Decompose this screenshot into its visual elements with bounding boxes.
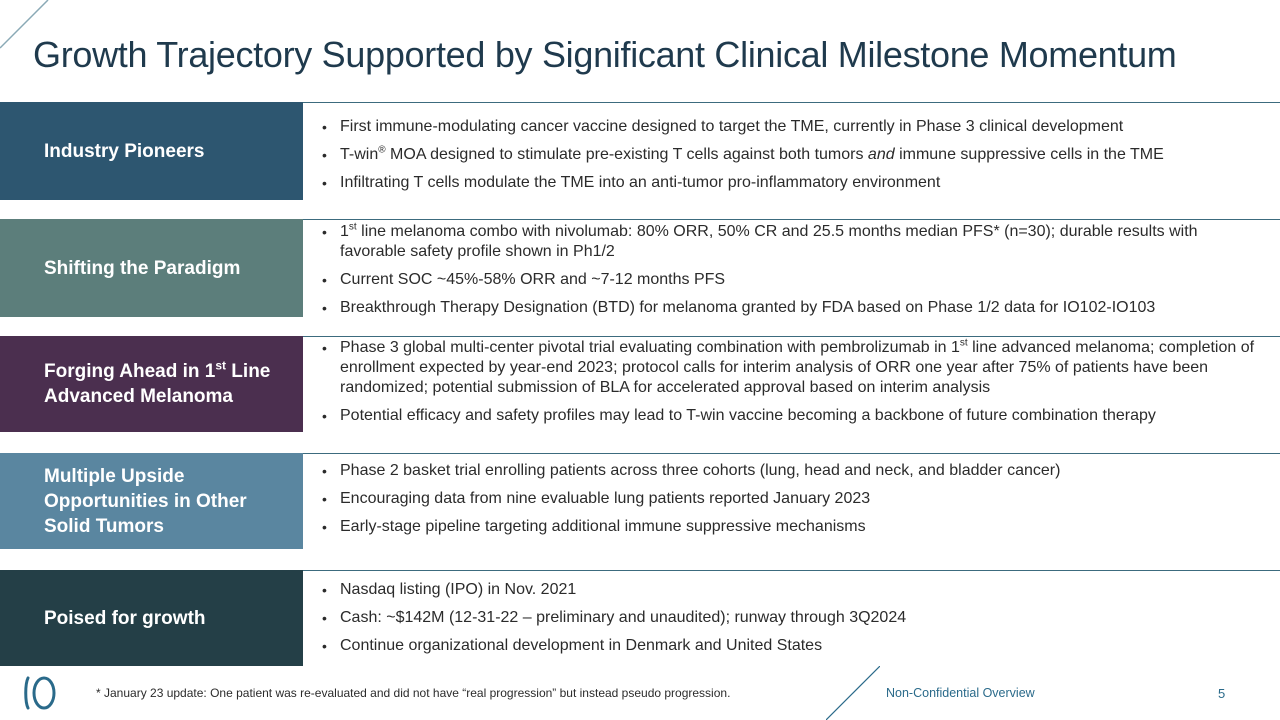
row-shifting-paradigm [0,219,1280,317]
row-forging-ahead [0,336,1280,432]
page-number: 5 [1218,686,1226,701]
bullet-item: • 1st line melanoma combo with nivolumab: 80% ORR, 50% CR and 25.5 months median PFS* (n=30); durable results with favorable safety profile shown in Ph1/2 [322,222,1262,262]
bullet-item: • Phase 3 global multi-center pivotal trial evaluating combination with pembrolizumab in 1st line advanced melanoma; completion of enrollment expected by year-end 2023; protocol calls for interim analysis of ORR one year after 75% of patients have been randomized; potential submission of BLA for accelerated approval based on interim analysis [322,338,1262,398]
row-divider [303,102,1280,103]
io-logo-icon [22,674,60,712]
row-poised-growth [0,570,1280,666]
bullet-item: • Cash: ~$142M (12-31-22 – preliminary and unaudited); runway through 3Q2024 [322,608,1262,628]
bullet-item: • Encouraging data from nine evaluable lung patients reported January 2023 [322,489,1262,509]
bullet-list [322,106,1262,204]
bullet-item: • First immune-modulating cancer vaccine designed to target the TME, currently in Phase 3 clinical development [322,117,1262,137]
bullet-list [322,570,1262,666]
row-label: Shifting the Paradigm [44,257,241,279]
row-label-box [0,102,303,200]
footer-slash-icon [826,666,880,720]
bullet-list [322,334,1262,430]
row-divider [303,219,1280,220]
bullet-item: • Potential efficacy and safety profiles may lead to T-win vaccine becoming a backbone of future combination therapy [322,406,1262,426]
bullet-item: • T-win® MOA designed to stimulate pre-existing T cells against both tumors and immune suppressive cells in the TME [322,145,1262,165]
bullet-item: • Infiltrating T cells modulate the TME into an anti-tumor pro-inflammatory environment [322,173,1262,193]
bullet-item: • Phase 2 basket trial enrolling patients across three cohorts (lung, head and neck, and bladder cancer) [322,461,1262,481]
row-label: Poised for growth [44,607,206,629]
bullet-item: • Continue organizational development in Denmark and United States [322,636,1262,656]
row-label-box [0,453,303,549]
bullet-list [322,221,1262,319]
page-title: Growth Trajectory Supported by Significant Clinical Milestone Momentum [33,34,1177,75]
row-multiple-upside [0,453,1280,549]
bullet-item: • Current SOC ~45%-58% ORR and ~7-12 months PFS [322,270,1262,290]
bullet-list [322,451,1262,547]
bullet-item: • Breakthrough Therapy Designation (BTD) for melanoma granted by FDA based on Phase 1/2 data for IO102-IO103 [322,298,1262,318]
row-label-box [0,219,303,317]
row-label-box [0,336,303,432]
row-label-box [0,570,303,666]
bullet-item: • Early-stage pipeline targeting additional immune suppressive mechanisms [322,517,1262,537]
footnote: * January 23 update: One patient was re-evaluated and did not have “real progression” but instead pseudo progression. [96,686,731,700]
bullet-item: • Nasdaq listing (IPO) in Nov. 2021 [322,580,1262,600]
row-industry-pioneers [0,102,1280,200]
footer-label: Non-Confidential Overview [886,686,1035,700]
row-label: Industry Pioneers [44,140,205,162]
row-label: Forging Ahead in 1st Line Advanced Melanoma [44,358,271,407]
row-label: Multiple Upside Opportunities in Other Solid Tumors [44,465,247,537]
